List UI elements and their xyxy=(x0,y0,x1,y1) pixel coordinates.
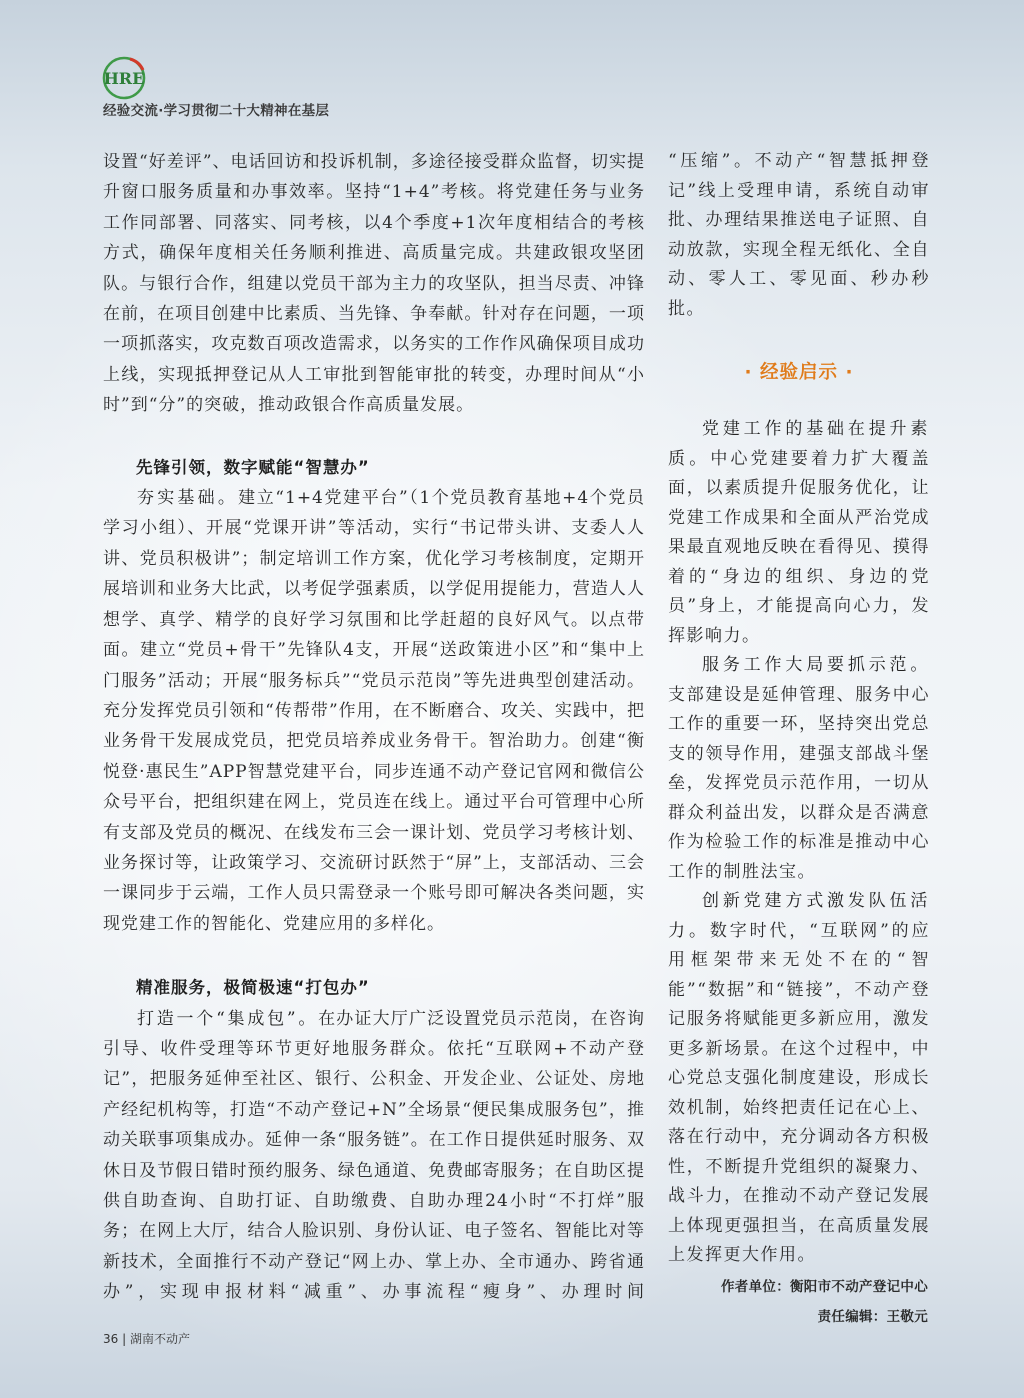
paragraph-lead: 打造一个“集成包”。 xyxy=(137,1008,319,1029)
page-footer: 36 | 湖南不动产 xyxy=(103,1332,190,1346)
left-column xyxy=(103,147,645,1308)
paragraph-body: 在办证大厅广泛设置党员示范岗，在咨询引导、收件受理等环节更好地服务群众。依托“互联网+不动产登记”，把服务延伸至社区、银行、公积金、开发企业、公证处、房地产经纪机构等，打造“不动产登记+N”全场景“便民集成服务包”，推动关联事项集成办。延伸一条“服务链”。在工作日提供延时服务、双休日及节假日错时预约服务、绿色通道、免费邮寄服务；在自助区提供自助查询、自助打证、自助缴费、自助办理24小时“不打烊”服务；在网上大厅，结合人脸识别、身份认证、电子签名、智能比对等新技术，全面推行不动产登记“网上办、掌上办、全市通办、跨省通办”，实现申报材料“减重”、办事流程“瘦身”、办理时间 xyxy=(103,1008,645,1303)
paragraph-lead: 夯实基础。 xyxy=(137,488,239,509)
right-paragraph-2 xyxy=(668,651,930,887)
paragraph-body: 中心党建要着力扩大覆盖面，以素质提升促服务优化，让党建工作成果和全面从严治党成果最直观地反映在看得见、摸得着的“身边的组织、身边的党员”身上，才能提高向心力，发挥影响力。 xyxy=(668,448,931,646)
paragraph-lead: 党建工作的基础在提升素质。 xyxy=(668,419,930,469)
subheading-smart-service: 先锋引领，数字赋能“智慧办” xyxy=(136,457,370,477)
magazine-logo xyxy=(100,54,150,102)
logo-text: HRE xyxy=(103,69,145,88)
right-paragraph-1 xyxy=(668,415,930,651)
right-paragraph-3 xyxy=(668,887,930,1271)
paragraph-body: 建立“1+4党建平台”（1个党员教育基地+4个党员学习小组）、开展“党课开讲”等活动，实行“书记带头讲、支委人人讲、党员积极讲”；制定培训工作方案，优化学习考核制度，定期开展培训和业务大比武，以考促学强素质，以学促用提能力，营造人人想学、真学、精学的良好学习氛围和比学赶超的良好风气。以点带面。建立“党员+骨干”先锋队4支，开展“送政策进小区”和“集中上门服务”活动；开展“服务标兵”“党员示范岗”等先进典型创建活动。充分发挥党员引领和“传帮带”作用，在不断磨合、攻关、实践中，把业务骨干发展成党员，把党员培养成业务骨干。智治助力。创建“衡悦登·惠民生”APP智慧党建平台，同步连通不动产登记官网和微信公众号平台，把组织建在网上，党员连在线上。通过平台可管理中心所有支部及党员的概况、在线发布三会一课计划、党员学习考核计划、业务探讨等，让政策学习、交流研讨跃然于“屏”上，支部活动、三会一课同步于云端，工作人员只需登录一个账号即可解决各类问题，实现党建工作的智能化、党建应用的多样化。 xyxy=(103,488,645,934)
section-heading-experience: · 经验启示 · xyxy=(744,362,854,383)
paragraph-lead: 创新党建方式激发队伍活力。 xyxy=(668,891,930,941)
paragraph-body: 数字时代，“互联网”的应用框架带来无处不在的“智能”“数据”和“链接”，不动产登记服务将赋能更多新应用，激发更多新场景。在这个过程中，中心党总支强化制度建设，形成长效机制，始终把责任记在心上、落在行动中，充分调动各方积极性，不断提升党组织的凝聚力、战斗力，在推动不动产登记发展上体现更强担当，在高质量发展上发挥更大作用。 xyxy=(668,920,931,1265)
right-column xyxy=(668,147,930,1332)
right-paragraph-continued: “压缩”。不动产“智慧抵押登记”线上受理申请，系统自动审批、办理结果推送电子证照、自动放款，实现全程无纸化、全自动、零人工、零见面、秒办秒批。 xyxy=(668,151,930,319)
responsible-editor: 责任编辑：王敬元 xyxy=(817,1308,928,1325)
paragraph-body: 支部建设是延伸管理、服务中心工作的重要一环，坚持突出党总支的领导作用，建强支部战斗堡垒，发挥党员示范作用，一切从群众利益出发，以群众是否满意作为检验工作的标准是推动中心工作的制胜法宝。 xyxy=(668,684,930,882)
subheading-package-service: 精准服务，极简极速“打包办” xyxy=(136,978,370,998)
author-affiliation: 作者单位：衡阳市不动产登记中心 xyxy=(721,1278,928,1295)
left-paragraph-3 xyxy=(103,1004,645,1308)
section-title: 经验交流·学习贯彻二十大精神在基层 xyxy=(103,103,330,119)
left-paragraph-1: 设置“好差评”、电话回访和投诉机制，多途径接受群众监督，切实提升窗口服务质量和办事效率。坚持“1+4”考核。将党建任务与业务工作同部署、同落实、同考核，以4个季度+1次年度相结合的考核方式，确保年度相关任务顺利推进、高质量完成。共建政银攻坚团队。与银行合作，组建以党员干部为主力的攻坚队，担当尽责、冲锋在前，在项目创建中比素质、当先锋、争奉献。针对存在问题，一项一项抓落实，攻克数百项改造需求，以务实的工作作风确保项目成功上线，实现抵押登记从人工审批到智能审批的转变，办理时间从“小时”到“分”的突破，推动政银合作高质量发展。 xyxy=(103,152,645,416)
left-paragraph-2 xyxy=(103,483,645,939)
paragraph-lead: 服务工作大局要抓示范。 xyxy=(702,655,930,675)
hre-logo-icon xyxy=(100,54,150,102)
